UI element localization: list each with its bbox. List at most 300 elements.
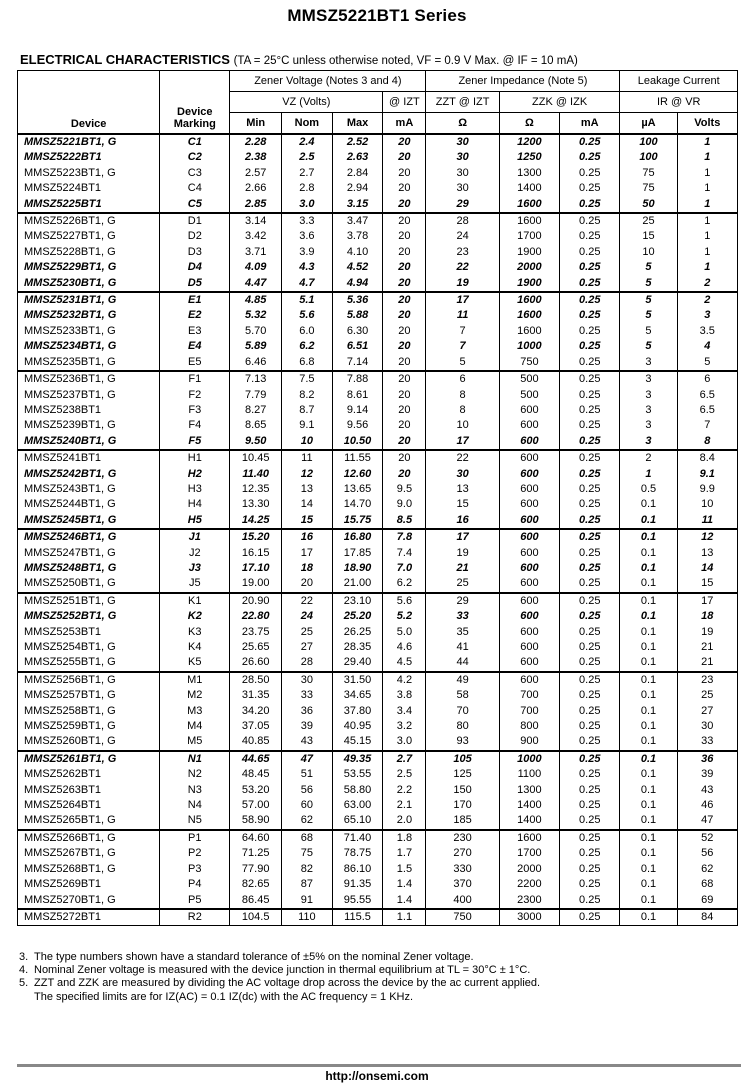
cell-izt: 20 [383,166,426,181]
cell-marking: J3 [160,561,230,576]
cell-vz-min: 71.25 [230,846,282,861]
cell-vz-max: 6.30 [332,324,383,339]
section-conditions: (TA = 25°C unless otherwise noted, VF = 0.9 V Max. @ IF = 10 mA) [233,55,578,67]
cell-izt: 2.1 [383,798,426,813]
cell-ir: 75 [620,181,677,196]
cell-vz-min: 40.85 [230,734,282,750]
cell-vr: 19 [677,625,737,640]
cell-device: MMSZ5226BT1, G [18,213,160,229]
cell-izt: 20 [383,388,426,403]
cell-zzk: 2000 [499,862,559,877]
cell-zzk: 600 [499,513,559,529]
cell-ir: 3 [620,418,677,433]
table-row [18,197,738,213]
cell-izt: 20 [383,197,426,213]
cell-marking: J1 [160,529,230,545]
cell-zzk: 600 [499,609,559,624]
cell-device: MMSZ5257BT1, G [18,688,160,703]
cell-device: MMSZ5254BT1, G [18,640,160,655]
cell-zzk: 600 [499,434,559,450]
cell-izk: 0.25 [560,813,620,829]
cell-vz-min: 12.35 [230,482,282,497]
cell-vz-nom: 16 [282,529,333,545]
cell-device: MMSZ5272BT1 [18,909,160,926]
cell-marking: C4 [160,181,230,196]
cell-zzt: 5 [426,355,499,371]
cell-izt: 2.0 [383,813,426,829]
cell-vz-nom: 30 [282,672,333,688]
cell-device: MMSZ5225BT1 [18,197,160,213]
cell-zzt: 185 [426,813,499,829]
cell-vz-nom: 2.4 [282,134,333,150]
cell-ir: 15 [620,229,677,244]
cell-izk: 0.25 [560,324,620,339]
cell-vz-max: 8.61 [332,388,383,403]
cell-marking: J5 [160,576,230,592]
cell-izk: 0.25 [560,862,620,877]
cell-zzk: 900 [499,734,559,750]
cell-vz-max: 12.60 [332,467,383,482]
cell-izk: 0.25 [560,593,620,609]
cell-vz-max: 65.10 [332,813,383,829]
cell-zzt: 170 [426,798,499,813]
cell-izt: 7.8 [383,529,426,545]
cell-izk: 0.25 [560,783,620,798]
cell-zzk: 600 [499,625,559,640]
cell-vz-min: 104.5 [230,909,282,926]
cell-izt: 3.2 [383,719,426,734]
cell-izt: 1.4 [383,893,426,909]
cell-ir: 3 [620,371,677,387]
cell-vz-nom: 60 [282,798,333,813]
cell-izt: 5.2 [383,609,426,624]
table-row [18,609,738,624]
cell-marking: C5 [160,197,230,213]
cell-vr: 47 [677,813,737,829]
cell-vz-nom: 39 [282,719,333,734]
cell-ir: 0.1 [620,497,677,512]
cell-vr: 33 [677,734,737,750]
cell-ir: 0.1 [620,734,677,750]
cell-vr: 2 [677,292,737,308]
table-row [18,846,738,861]
cell-device: MMSZ5221BT1, G [18,134,160,150]
header-zener-voltage: Zener Voltage (Notes 3 and 4) [230,71,426,92]
cell-zzt: 49 [426,672,499,688]
cell-vz-min: 14.25 [230,513,282,529]
cell-vz-min: 2.38 [230,150,282,165]
cell-marking: H5 [160,513,230,529]
cell-zzt: 29 [426,593,499,609]
cell-zzt: 270 [426,846,499,861]
cell-izt: 2.2 [383,783,426,798]
cell-device: MMSZ5245BT1, G [18,513,160,529]
cell-vr: 46 [677,798,737,813]
cell-vr: 1 [677,166,737,181]
table-row [18,561,738,576]
table-row [18,734,738,750]
cell-vr: 30 [677,719,737,734]
cell-marking: E1 [160,292,230,308]
cell-zzt: 6 [426,371,499,387]
table-row [18,783,738,798]
cell-izk: 0.25 [560,229,620,244]
cell-vz-max: 21.00 [332,576,383,592]
cell-izt: 20 [383,292,426,308]
header-max: Max [332,113,383,135]
cell-zzk: 600 [499,529,559,545]
table-row [18,245,738,260]
table-row [18,434,738,450]
cell-vz-max: 25.20 [332,609,383,624]
cell-vr: 39 [677,767,737,782]
cell-marking: M2 [160,688,230,703]
cell-vz-max: 16.80 [332,529,383,545]
cell-ir: 1 [620,467,677,482]
header-izt: @ IZT [383,92,426,113]
cell-zzt: 24 [426,229,499,244]
cell-vz-max: 23.10 [332,593,383,609]
cell-vz-min: 13.30 [230,497,282,512]
cell-vz-max: 14.70 [332,497,383,512]
cell-marking: J2 [160,546,230,561]
cell-vz-nom: 8.7 [282,403,333,418]
cell-vz-nom: 6.2 [282,339,333,354]
cell-zzt: 17 [426,292,499,308]
cell-device: MMSZ5261BT1, G [18,751,160,767]
cell-izk: 0.25 [560,625,620,640]
cell-vz-max: 37.80 [332,704,383,719]
cell-marking: N1 [160,751,230,767]
cell-ir: 0.1 [620,576,677,592]
cell-izk: 0.25 [560,371,620,387]
cell-marking: E3 [160,324,230,339]
cell-vr: 18 [677,609,737,624]
cell-zzk: 1600 [499,830,559,846]
cell-vz-nom: 14 [282,497,333,512]
cell-izk: 0.25 [560,467,620,482]
cell-marking: M5 [160,734,230,750]
cell-vr: 36 [677,751,737,767]
cell-vz-max: 45.15 [332,734,383,750]
cell-vz-min: 10.45 [230,450,282,466]
cell-zzk: 600 [499,467,559,482]
cell-zzt: 400 [426,893,499,909]
footer-url: http://onsemi.com [325,1069,429,1083]
cell-vz-max: 10.50 [332,434,383,450]
cell-vz-max: 3.47 [332,213,383,229]
table-row [18,672,738,688]
cell-izk: 0.25 [560,830,620,846]
cell-marking: H1 [160,450,230,466]
cell-vz-nom: 22 [282,593,333,609]
cell-izt: 4.2 [383,672,426,688]
table-row [18,467,738,482]
cell-device: MMSZ5255BT1, G [18,655,160,671]
section-heading [20,52,578,67]
table-row [18,830,738,846]
cell-izt: 8.5 [383,513,426,529]
cell-zzt: 30 [426,166,499,181]
cell-zzt: 70 [426,704,499,719]
cell-ir: 25 [620,213,677,229]
table-row [18,418,738,433]
cell-vr: 1 [677,260,737,275]
cell-device: MMSZ5237BT1, G [18,388,160,403]
cell-zzt: 30 [426,467,499,482]
table-row [18,324,738,339]
cell-izk: 0.25 [560,434,620,450]
cell-zzk: 3000 [499,909,559,926]
cell-zzt: 10 [426,418,499,433]
cell-zzt: 150 [426,783,499,798]
cell-device: MMSZ5238BT1 [18,403,160,418]
cell-ir: 0.1 [620,529,677,545]
table-row [18,497,738,512]
cell-marking: M3 [160,704,230,719]
footnote [19,964,540,977]
cell-vz-min: 9.50 [230,434,282,450]
cell-izk: 0.25 [560,719,620,734]
cell-zzt: 58 [426,688,499,703]
cell-ir: 0.1 [620,846,677,861]
cell-marking: C2 [160,150,230,165]
cell-vr: 43 [677,783,737,798]
cell-zzk: 600 [499,403,559,418]
table-row [18,292,738,308]
cell-vr: 11 [677,513,737,529]
cell-ir: 0.1 [620,877,677,892]
cell-ir: 0.1 [620,625,677,640]
cell-vr: 1 [677,181,737,196]
cell-ir: 3 [620,434,677,450]
cell-marking: N4 [160,798,230,813]
cell-ir: 0.1 [620,513,677,529]
cell-zzk: 600 [499,640,559,655]
cell-device: MMSZ5229BT1, G [18,260,160,275]
cell-vz-max: 7.14 [332,355,383,371]
cell-device: MMSZ5244BT1, G [18,497,160,512]
cell-marking: E4 [160,339,230,354]
cell-ir: 0.1 [620,719,677,734]
cell-zzk: 1900 [499,245,559,260]
cell-device: MMSZ5227BT1, G [18,229,160,244]
cell-izk: 0.25 [560,308,620,323]
header-device: Device [18,71,160,135]
cell-zzk: 1250 [499,150,559,165]
cell-vz-min: 22.80 [230,609,282,624]
cell-vr: 6 [677,371,737,387]
cell-vz-min: 53.20 [230,783,282,798]
cell-ir: 50 [620,197,677,213]
cell-izk: 0.25 [560,734,620,750]
table-row [18,371,738,387]
cell-vz-max: 4.10 [332,245,383,260]
cell-vz-max: 63.00 [332,798,383,813]
cell-vr: 68 [677,877,737,892]
cell-marking: M4 [160,719,230,734]
cell-device: MMSZ5243BT1, G [18,482,160,497]
table-row [18,450,738,466]
cell-vz-min: 7.13 [230,371,282,387]
cell-zzt: 30 [426,150,499,165]
cell-vr: 1 [677,229,737,244]
cell-ir: 5 [620,324,677,339]
cell-zzk: 1400 [499,798,559,813]
cell-izk: 0.25 [560,497,620,512]
cell-vz-nom: 3.3 [282,213,333,229]
cell-izt: 9.5 [383,482,426,497]
cell-zzk: 1000 [499,339,559,354]
cell-zzk: 1600 [499,292,559,308]
cell-vz-max: 86.10 [332,862,383,877]
cell-vz-max: 40.95 [332,719,383,734]
cell-vz-max: 2.94 [332,181,383,196]
cell-device: MMSZ5259BT1, G [18,719,160,734]
cell-marking: K2 [160,609,230,624]
cell-vz-min: 37.05 [230,719,282,734]
cell-izk: 0.25 [560,166,620,181]
cell-ir: 3 [620,388,677,403]
cell-vz-nom: 27 [282,640,333,655]
cell-izt: 20 [383,308,426,323]
table-row [18,704,738,719]
footnote-text: ZZT and ZZK are measured by dividing the AC voltage drop across the device by the ac current applied. [34,977,541,990]
cell-izt: 1.1 [383,909,426,926]
cell-vz-min: 15.20 [230,529,282,545]
cell-device: MMSZ5223BT1, G [18,166,160,181]
cell-ir: 5 [620,260,677,275]
cell-vz-nom: 8.2 [282,388,333,403]
table-row [18,213,738,229]
cell-zzk: 1600 [499,324,559,339]
cell-vr: 6.5 [677,403,737,418]
table-row [18,166,738,181]
cell-vr: 1 [677,213,737,229]
cell-vz-min: 31.35 [230,688,282,703]
footnote-text: The type numbers shown have a standard tolerance of ±5% on the nominal Zener voltage. [34,951,474,963]
cell-vr: 12 [677,529,737,545]
cell-marking: C3 [160,166,230,181]
cell-marking: D2 [160,229,230,244]
cell-izk: 0.25 [560,877,620,892]
cell-vz-max: 2.84 [332,166,383,181]
cell-zzk: 2300 [499,893,559,909]
cell-device: MMSZ5262BT1 [18,767,160,782]
cell-izt: 1.8 [383,830,426,846]
table-row [18,403,738,418]
table-row [18,339,738,354]
cell-device: MMSZ5258BT1, G [18,704,160,719]
cell-marking: D5 [160,276,230,292]
cell-ir: 0.1 [620,609,677,624]
cell-zzk: 700 [499,704,559,719]
cell-vz-nom: 25 [282,625,333,640]
table-row [18,813,738,829]
table-row [18,655,738,671]
cell-vz-max: 53.55 [332,767,383,782]
cell-device: MMSZ5263BT1 [18,783,160,798]
header-izt-unit: mA [383,113,426,135]
cell-device: MMSZ5267BT1, G [18,846,160,861]
cell-vz-nom: 9.1 [282,418,333,433]
cell-izt: 20 [383,403,426,418]
cell-zzk: 600 [499,672,559,688]
cell-ir: 0.5 [620,482,677,497]
cell-vr: 8 [677,434,737,450]
cell-vz-min: 2.85 [230,197,282,213]
table-row [18,134,738,150]
table-row [18,909,738,926]
cell-vz-min: 8.27 [230,403,282,418]
cell-vz-min: 34.20 [230,704,282,719]
cell-vr: 27 [677,704,737,719]
cell-ir: 0.1 [620,767,677,782]
cell-vz-max: 18.90 [332,561,383,576]
cell-izt: 20 [383,150,426,165]
cell-izt: 2.5 [383,767,426,782]
cell-vr: 8.4 [677,450,737,466]
cell-vz-min: 44.65 [230,751,282,767]
cell-vz-min: 77.90 [230,862,282,877]
cell-vz-nom: 56 [282,783,333,798]
cell-vz-min: 3.42 [230,229,282,244]
cell-vz-max: 4.94 [332,276,383,292]
cell-vz-min: 64.60 [230,830,282,846]
cell-zzt: 19 [426,276,499,292]
cell-device: MMSZ5265BT1, G [18,813,160,829]
cell-vz-nom: 4.7 [282,276,333,292]
cell-device: MMSZ5252BT1, G [18,609,160,624]
cell-zzt: 25 [426,576,499,592]
cell-zzt: 19 [426,546,499,561]
cell-marking: P1 [160,830,230,846]
table-row [18,767,738,782]
cell-zzk: 600 [499,482,559,497]
cell-zzk: 1400 [499,181,559,196]
cell-zzk: 500 [499,371,559,387]
cell-vz-max: 28.35 [332,640,383,655]
cell-ir: 0.1 [620,893,677,909]
header-nom: Nom [282,113,333,135]
cell-izt: 20 [383,450,426,466]
cell-vz-max: 29.40 [332,655,383,671]
cell-ir: 3 [620,403,677,418]
cell-vr: 1 [677,150,737,165]
header-zzt: ZZT @ IZT [426,92,499,113]
cell-zzt: 35 [426,625,499,640]
cell-vr: 10 [677,497,737,512]
cell-zzk: 1100 [499,767,559,782]
cell-vz-min: 4.47 [230,276,282,292]
cell-vz-nom: 5.1 [282,292,333,308]
cell-device: MMSZ5266BT1, G [18,830,160,846]
cell-zzk: 1400 [499,813,559,829]
cell-vr: 21 [677,640,737,655]
table-row [18,276,738,292]
cell-vz-min: 11.40 [230,467,282,482]
cell-izk: 0.25 [560,704,620,719]
footer-rule [17,1064,741,1067]
cell-zzt: 750 [426,909,499,926]
cell-vz-min: 8.65 [230,418,282,433]
cell-izt: 20 [383,181,426,196]
cell-device: MMSZ5260BT1, G [18,734,160,750]
cell-ir: 3 [620,355,677,371]
cell-vz-min: 82.65 [230,877,282,892]
cell-vr: 4 [677,339,737,354]
cell-izt: 20 [383,371,426,387]
